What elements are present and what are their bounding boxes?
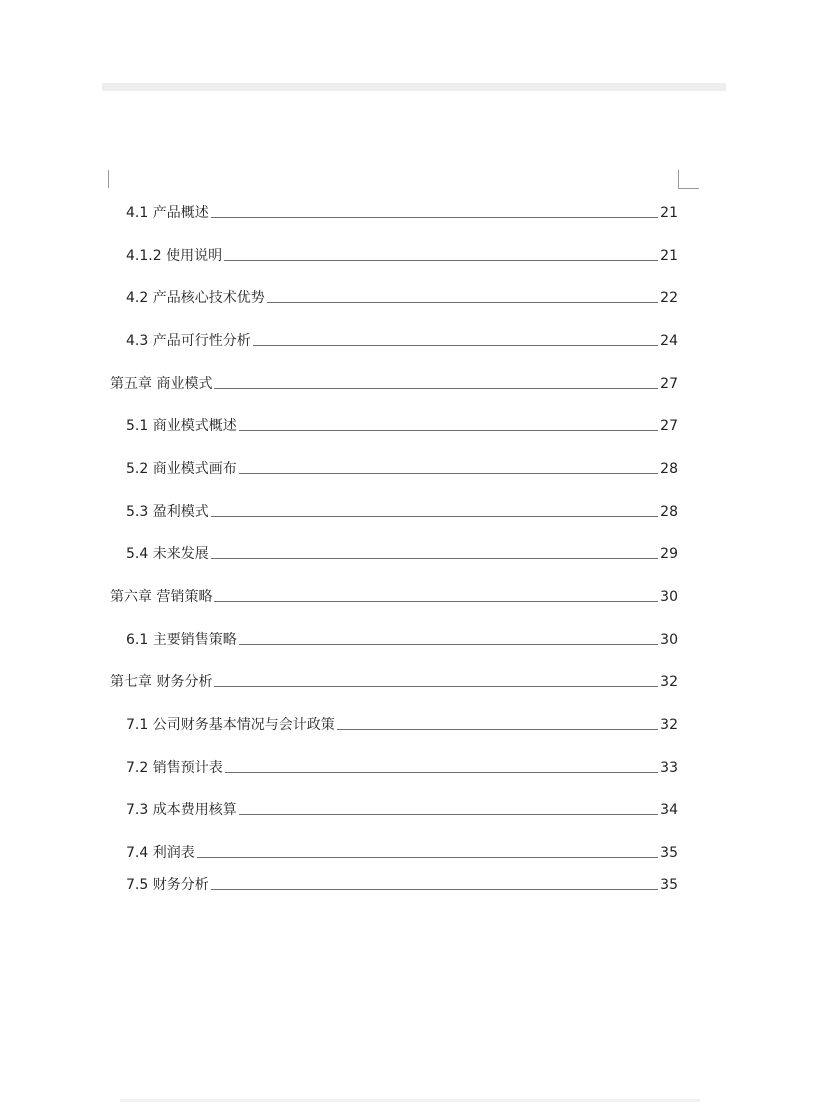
toc-entry-title: 第六章 营销策略 (110, 589, 213, 605)
toc-entry[interactable] (126, 800, 678, 818)
toc-chapter-entry[interactable] (110, 587, 678, 605)
toc-entry-title: 6.1 主要销售策略 (126, 632, 237, 648)
toc-entry-title: 5.2 商业模式画布 (126, 461, 237, 477)
toc-entry[interactable] (126, 715, 678, 733)
page-top-edge (102, 83, 726, 91)
toc-entry-page: 30 (660, 632, 678, 648)
toc-leader-line (253, 344, 658, 346)
toc-entry-title: 4.3 产品可行性分析 (126, 333, 251, 349)
toc-entry-title: 7.4 利润表 (126, 845, 195, 861)
toc-leader-line (225, 771, 658, 773)
toc-leader-line (239, 429, 658, 431)
toc-leader-line (214, 387, 658, 389)
toc-entry-title: 7.2 销售预计表 (126, 760, 223, 776)
toc-entry[interactable] (126, 758, 678, 776)
toc-chapter-entry[interactable] (110, 672, 678, 690)
toc-entry[interactable] (126, 459, 678, 477)
toc-leader-line (211, 216, 658, 218)
toc-entry[interactable] (126, 502, 678, 520)
toc-leader-line (267, 301, 658, 303)
toc-chapter-entry[interactable] (110, 374, 678, 392)
toc-leader-line (239, 813, 658, 815)
toc-entry-title: 4.1.2 使用说明 (126, 248, 223, 264)
toc-entry-page: 24 (660, 333, 678, 349)
toc-leader-line (211, 515, 658, 517)
toc-entry[interactable] (126, 331, 678, 349)
toc-entry-page: 33 (660, 760, 678, 776)
toc-leader-line (214, 600, 658, 602)
margin-corner-mark-left (100, 170, 109, 188)
toc-entry-page: 21 (660, 205, 678, 221)
toc-entry-page: 32 (660, 674, 678, 690)
toc-entry-page: 35 (660, 845, 678, 861)
toc-leader-line (224, 259, 658, 261)
toc-entry-title: 第七章 财务分析 (110, 674, 213, 690)
toc-entry[interactable] (126, 416, 678, 434)
toc-entry-page: 27 (660, 376, 678, 392)
page-bottom-edge (120, 1099, 700, 1102)
toc-leader-line (214, 685, 658, 687)
toc-leader-line (211, 557, 658, 559)
toc-entry-page: 28 (660, 461, 678, 477)
toc-leader-line (197, 856, 658, 858)
toc-entry-title: 4.1 产品概述 (126, 205, 209, 221)
margin-corner-mark-right (678, 170, 699, 189)
toc-entry[interactable] (126, 843, 678, 861)
toc-entry-page: 30 (660, 589, 678, 605)
toc-entry-page: 27 (660, 418, 678, 434)
toc-entry-page: 28 (660, 504, 678, 520)
toc-entry-page: 32 (660, 717, 678, 733)
toc-entry-title: 5.1 商业模式概述 (126, 418, 237, 434)
toc-entry-title: 4.2 产品核心技术优势 (126, 290, 265, 306)
toc-leader-line (337, 728, 658, 730)
toc-entry-title: 5.3 盈利模式 (126, 504, 209, 520)
toc-entry-title: 7.5 财务分析 (126, 877, 209, 893)
toc-entry-page: 29 (660, 546, 678, 562)
toc-entry[interactable] (126, 246, 678, 264)
toc-entry-title: 7.3 成本费用核算 (126, 802, 237, 818)
toc-entry[interactable] (126, 630, 678, 648)
toc-leader-line (239, 643, 658, 645)
toc-entry-page: 22 (660, 290, 678, 306)
toc-entry-title: 7.1 公司财务基本情况与会计政策 (126, 717, 335, 733)
toc-leader-line (211, 888, 658, 890)
toc-entry[interactable] (126, 203, 678, 221)
toc-leader-line (239, 472, 658, 474)
toc-entry-page: 35 (660, 877, 678, 893)
toc-entry[interactable] (126, 544, 678, 562)
toc-entry-page: 34 (660, 802, 678, 818)
toc-entry[interactable] (126, 875, 678, 893)
toc-entry[interactable] (126, 288, 678, 306)
toc-entry-title: 5.4 未来发展 (126, 546, 209, 562)
toc-entry-title: 第五章 商业模式 (110, 376, 213, 392)
toc-entry-page: 21 (660, 248, 678, 264)
